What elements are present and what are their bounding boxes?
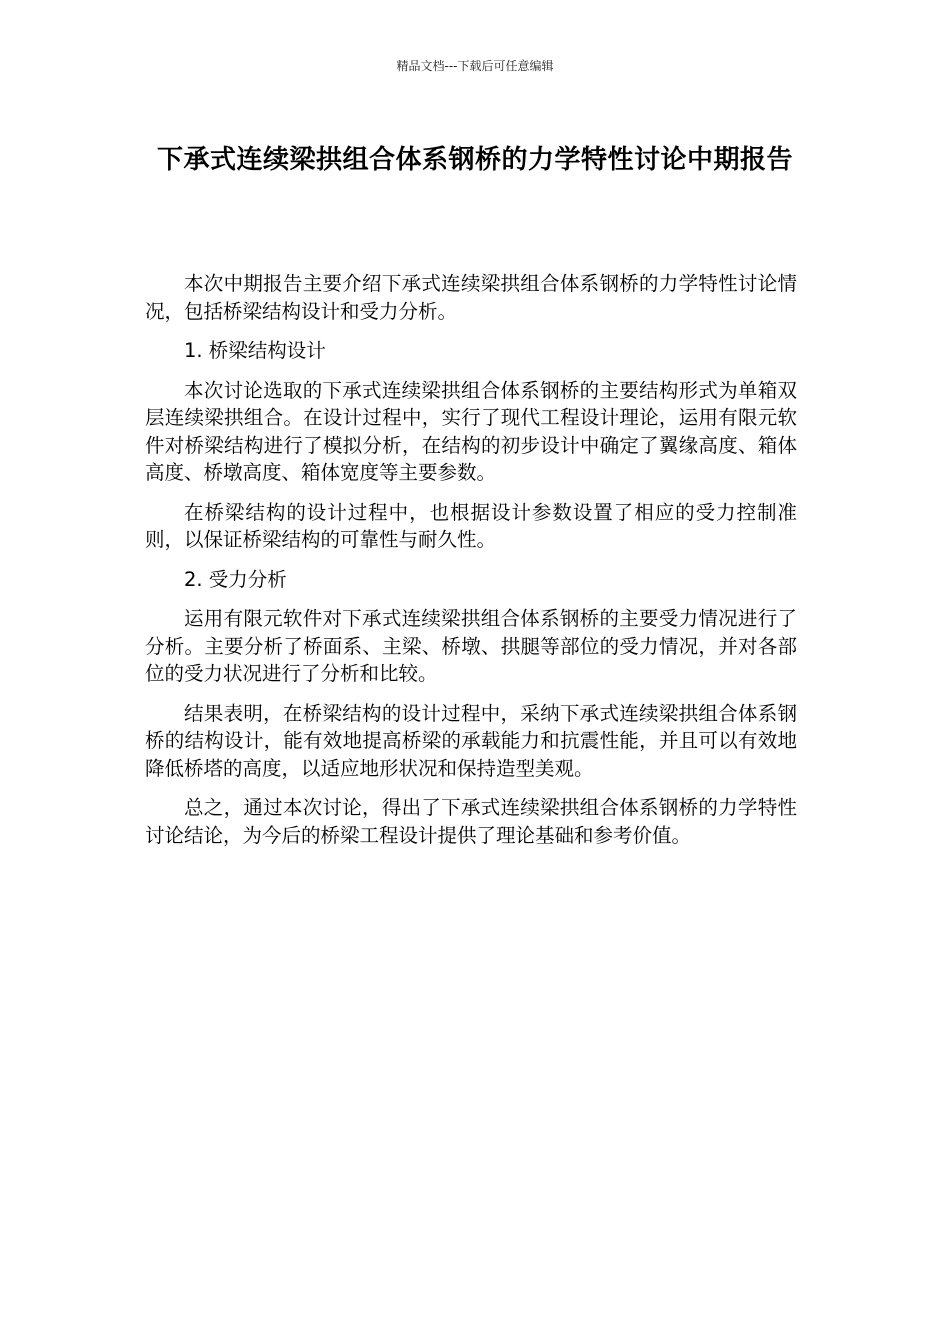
- paragraph: 在桥梁结构的设计过程中，也根据设计参数设置了相应的受力控制准则，以保证桥梁结构的可靠性与耐久性。: [145, 500, 797, 551]
- conclusion-paragraph: 总之，通过本次讨论，得出了下承式连续梁拱组合体系钢桥的力学特性讨论结论，为今后的桥梁工程设计提供了理论基础和参考价值。: [145, 796, 797, 847]
- document-body: [145, 270, 797, 861]
- section-heading-force-analysis: 2. 受力分析: [184, 567, 287, 591]
- page-header-note: 精品文档---下载后可任意编辑: [396, 59, 554, 73]
- section-heading-structure-design: 1. 桥梁结构设计: [184, 339, 326, 362]
- paragraph: 运用有限元软件对下承式连续梁拱组合体系钢桥的主要受力情况进行了分析。主要分析了桥面系、主梁、桥墩、拱腿等部位的受力情况，并对各部位的受力状况进行了分析和比较。: [145, 607, 797, 685]
- paragraph: 结果表明，在桥梁结构的设计过程中，采纳下承式连续梁拱组合体系钢桥的结构设计，能有效地提高桥梁的承载能力和抗震性能，并且可以有效地降低桥塔的高度，以适应地形状况和保持造型美观。: [145, 701, 797, 780]
- intro-paragraph: 本次中期报告主要介绍下承式连续梁拱组合体系钢桥的力学特性讨论情况，包括桥梁结构设计和受力分析。: [145, 272, 797, 323]
- paragraph: 本次讨论选取的下承式连续梁拱组合体系钢桥的主要结构形式为单箱双层连续梁拱组合。在设计过程中，实行了现代工程设计理论，运用有限元软件对桥梁结构进行了模拟分析，在结构的初步设计中确定了翼缘高度、箱体高度、桥墩高度、箱体宽度等主要参数。: [145, 378, 797, 484]
- document-title: 下承式连续梁拱组合体系钢桥的力学特性讨论中期报告: [156, 145, 793, 175]
